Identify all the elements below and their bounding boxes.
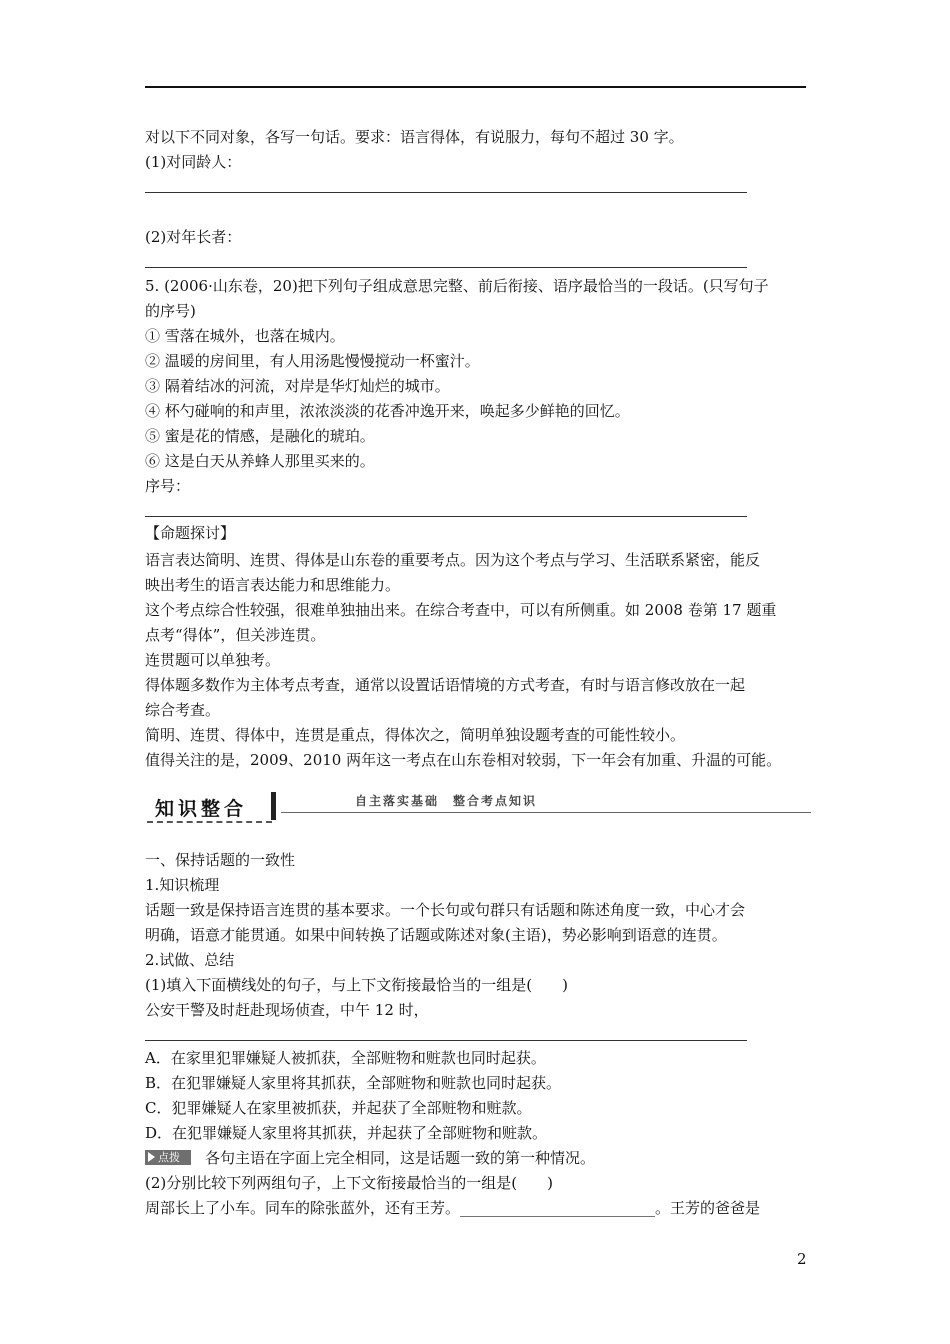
tip-badge [145,1150,191,1165]
part-heading: 一、保持话题的一致性 [145,851,296,869]
choice-b: B．在犯罪嫌疑人家里将其抓获，全部赃物和赃款也同时起获。 [145,1074,562,1092]
section-subtitle: 自主落实基础 整合考点知识 [355,794,538,808]
discussion-text: 连贯题可以单独考。 [145,651,281,669]
discussion-heading: 【命题探讨】 [145,524,236,542]
discussion-text: 这个考点综合性较强，很难单独抽出来。在综合考查中，可以有所侧重。如 2008 卷第 17 题重 [145,601,777,619]
answer-label: 序号： [145,477,191,495]
discussion-text: 点考“得体”，但关涉连贯。 [145,626,326,644]
discussion-text: 综合考查。 [145,701,221,719]
section-header [145,790,813,824]
sentence-option: ③ 隔着结冰的河流，对岸是华灯灿烂的城市。 [145,377,450,395]
question-2-stem: (2)分别比较下列两组句子，上下文衔接最恰当的一组是( ) [145,1174,553,1192]
choice-d: D．在犯罪嫌疑人家里将其抓获，并起获了全部赃物和赃款。 [145,1124,548,1142]
sentence-option: ① 雪落在城外，也落在城内。 [145,327,345,345]
answer-line-sequence [145,516,747,517]
choice-a: A．在家里犯罪嫌疑人被抓获，全部赃物和赃款也同时起获。 [145,1049,546,1067]
discussion-text: 语言表达简明、连贯、得体是山东卷的重要考点。因为这个考点与学习、生活联系紧密，能反 [145,551,761,569]
subheading: 1.知识梳理 [145,876,220,894]
question-1-context: 公安干警及时赶赴现场侦查，中午 12 时， [145,1001,429,1019]
task-intro: 对以下不同对象，各写一句话。要求：语言得体，有说服力，每句不超过 30 字。 [145,128,684,146]
question-5-stem: 5. (2006·山东卷，20)把下列句子组成意思完整、前后衔接、语序最恰当的一段话。(只写句子 [145,277,769,295]
discussion-text: 映出考生的语言表达能力和思维能力。 [145,576,401,594]
play-arrow-icon [148,1152,155,1162]
task-item-elder: (2)对年长者： [145,228,242,246]
question-1-stem: (1)填入下面横线处的句子，与上下文衔接最恰当的一组是( ) [145,976,568,994]
page-number: 2 [797,1250,807,1268]
section-dash-line [147,821,272,823]
section-title-box [147,794,267,820]
body-text: 明确，语意才能贯通。如果中间转换了话题或陈述对象(主语)，势必影响到语意的连贯。 [145,926,727,944]
subheading: 2.试做、总结 [145,951,235,969]
question-5-stem-cont: 的序号) [145,302,196,320]
choice-c: C．犯罪嫌疑人在家里被抓获，并起获了全部赃物和赃款。 [145,1099,532,1117]
task-item-peer: (1)对同龄人： [145,153,242,171]
tip-text: 各句主语在字面上完全相同，这是话题一致的第一种情况。 [205,1149,596,1167]
answer-line-peer [145,192,747,193]
discussion-text: 得体题多数作为主体考点考查，通常以设置话语情境的方式考查，有时与语言修改放在一起 [145,676,746,694]
tip-label: 点拨 [158,1151,180,1164]
section-rule [281,812,811,813]
sentence-option: ② 温暖的房间里，有人用汤匙慢慢搅动一杯蜜汁。 [145,352,480,370]
tip-row [145,1148,595,1168]
answer-line-q1 [145,1040,747,1041]
sentence-option: ⑥ 这是白天从养蜂人那里买来的。 [145,452,375,470]
section-bar [271,792,276,820]
top-answer-line [145,86,806,88]
answer-line-elder [145,267,747,268]
sentence-option: ④ 杯勺碰响的和声里，浓浓淡淡的花香冲逸开来，唤起多少鲜艳的回忆。 [145,402,630,420]
body-text: 话题一致是保持语言连贯的基本要求。一个长句或句群只有话题和陈述角度一致，中心才会 [145,901,746,919]
sentence-option: ⑤ 蜜是花的情感，是融化的琥珀。 [145,427,375,445]
section-title: 知识整合 [155,798,248,820]
question-2-context: 周部长上了小车。同车的除张蓝外，还有王芳。__________________________。王芳的爸爸是 [145,1199,761,1217]
discussion-text: 值得关注的是，2009、2010 两年这一考点在山东卷相对较弱，下一年会有加重、升温的可能。 [145,751,782,769]
discussion-text: 简明、连贯、得体中，连贯是重点，得体次之，简明单独设题考查的可能性较小。 [145,726,686,744]
